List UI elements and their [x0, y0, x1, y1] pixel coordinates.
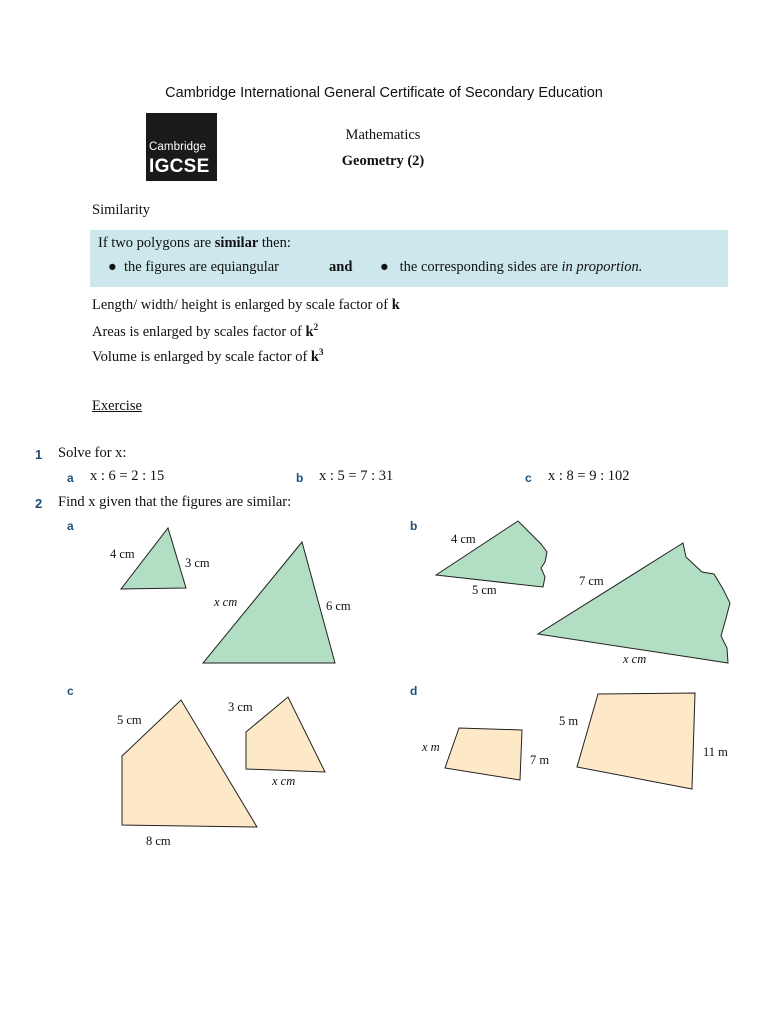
- rule-factor: k: [305, 323, 314, 340]
- q1-part-b-expr: x : 5 = 7 : 31: [319, 468, 394, 484]
- fig-c-label-4: 8 cm: [146, 834, 171, 848]
- bullet-icon: ●: [108, 259, 125, 275]
- fig-b-label-4: x cm: [623, 652, 647, 666]
- fig-d-label-4: 11 m: [703, 745, 728, 759]
- question-2-text: Find x given that the figures are similar:: [58, 494, 292, 510]
- definition-connector: and: [329, 259, 353, 275]
- fig-c-label-1: 5 cm: [117, 713, 142, 727]
- question-1-text: Solve for x:: [58, 445, 127, 461]
- q1-part-b-letter: b: [296, 471, 304, 485]
- rule-power: 2: [313, 322, 319, 332]
- rule-power: 3: [319, 347, 324, 357]
- definition-intro-text: If two polygons are: [98, 235, 215, 251]
- topic-title: Geometry (2): [341, 153, 425, 169]
- fig-a-label-2: 3 cm: [185, 556, 210, 570]
- bullet-2-text: the corresponding sides are: [399, 259, 562, 275]
- q2-part-a-letter: a: [67, 519, 74, 533]
- q1-part-a-letter: a: [67, 471, 74, 485]
- q2-part-d-letter: d: [410, 684, 418, 698]
- fig-b-small-triangle: [436, 521, 547, 587]
- fig-c-large-quad: [122, 700, 257, 827]
- bullet-2-emphasis: in proportion.: [561, 259, 643, 275]
- fig-d-label-3: 7 m: [530, 753, 550, 767]
- fig-a-label-1: 4 cm: [110, 547, 135, 561]
- rule-factor: k: [310, 348, 319, 365]
- definition-intro-end: then:: [258, 235, 291, 251]
- question-1-number: 1: [35, 447, 43, 462]
- fig-c-label-3: x cm: [272, 774, 296, 788]
- exercise-title: Exercise: [92, 398, 142, 414]
- bullet-icon: ●: [380, 259, 400, 275]
- rule-text: Volume is enlarged by scale factor of: [92, 348, 311, 365]
- bullet-1-text: the figures are equiangular: [124, 259, 280, 275]
- fig-d-large-quad: [577, 693, 695, 789]
- q2-part-c-letter: c: [67, 684, 74, 698]
- fig-d-label-1: 5 m: [559, 714, 579, 728]
- fig-c-small-quad: [246, 697, 325, 772]
- fig-d-small-quad: [445, 728, 522, 780]
- q1-part-c-letter: c: [525, 471, 532, 485]
- fig-b-label-1: 4 cm: [451, 532, 476, 546]
- fig-d-label-2: x m: [422, 740, 440, 754]
- definition-keyword: similar: [214, 235, 259, 251]
- fig-b-label-2: 5 cm: [472, 583, 497, 597]
- logo-line-cambridge: Cambridge: [149, 141, 207, 153]
- rule-text: Areas is enlarged by scales factor of: [92, 323, 306, 340]
- rule-factor: k: [391, 297, 400, 313]
- q1-part-c-expr: x : 8 = 9 : 102: [548, 468, 630, 484]
- document-header: Cambridge International General Certificate of Secondary Education: [165, 85, 603, 101]
- fig-b-large-triangle: [538, 543, 730, 663]
- section-title: Similarity: [92, 202, 150, 218]
- fig-b-label-3: 7 cm: [579, 574, 604, 588]
- fig-c-label-2: 3 cm: [228, 700, 253, 714]
- rule-text: Length/ width/ height is enlarged by scale factor of: [92, 297, 392, 313]
- logo-line-igcse: IGCSE: [149, 156, 210, 177]
- fig-a-label-3: x cm: [214, 595, 238, 609]
- q1-part-a-expr: x : 6 = 2 : 15: [90, 468, 165, 484]
- question-2-number: 2: [35, 496, 43, 511]
- subject-title: Mathematics: [345, 127, 421, 143]
- q2-part-b-letter: b: [410, 519, 418, 533]
- fig-a-label-4: 6 cm: [326, 599, 351, 613]
